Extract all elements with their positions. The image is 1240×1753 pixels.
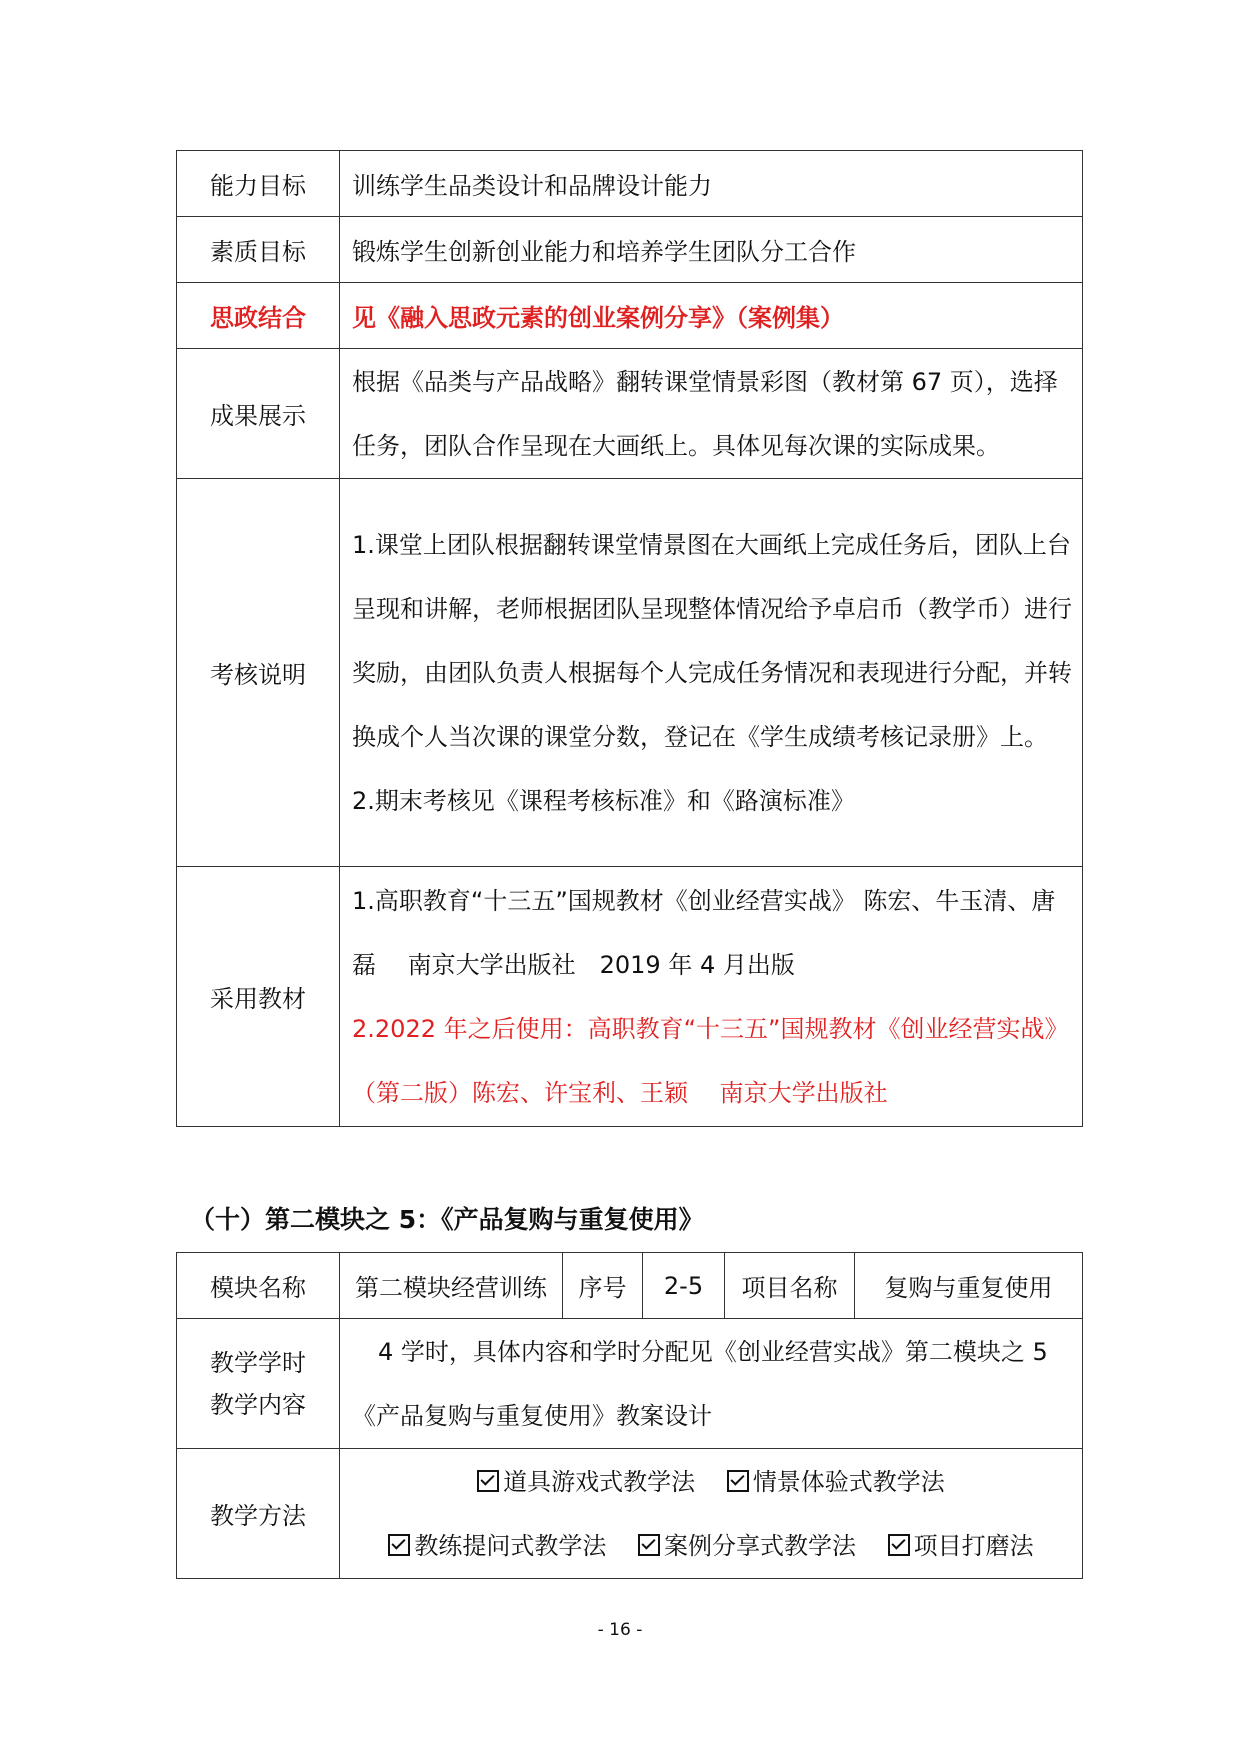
method-content bbox=[340, 1449, 1083, 1579]
project-value: 复购与重复使用 bbox=[855, 1253, 1083, 1319]
section-heading: （十）第二模块之 5：《产品复购与重复使用》 bbox=[190, 1205, 704, 1234]
row-label: 能力目标 bbox=[177, 151, 340, 217]
row-label: 思政结合 bbox=[177, 283, 340, 349]
method-item: 案例分享式教学法 bbox=[638, 1514, 856, 1578]
checkbox-icon bbox=[388, 1534, 410, 1556]
table-row bbox=[177, 479, 1083, 867]
page-number: - 16 - bbox=[597, 1620, 643, 1640]
row-label: 采用教材 bbox=[177, 867, 340, 1127]
project-label: 项目名称 bbox=[725, 1253, 855, 1319]
module-table bbox=[176, 1252, 1083, 1579]
textbook-line-1: 1.高职教育“十三五”国规教材《创业经营实战》 陈宏、牛玉清、唐磊 南京大学出版社 2019 年 4 月出版 bbox=[352, 886, 1056, 979]
checkbox-icon bbox=[638, 1534, 660, 1556]
seq-value: 2-5 bbox=[643, 1253, 725, 1319]
table-row bbox=[177, 1253, 1083, 1319]
method-item: 情景体验式教学法 bbox=[727, 1450, 945, 1514]
method-item: 教练提问式教学法 bbox=[388, 1514, 606, 1578]
textbook-line-2: 2.2022 年之后使用：高职教育“十三五”国规教材《创业经营实战》 （第二版）陈宏、许宝利、王颖 南京大学出版社 bbox=[352, 1014, 1081, 1107]
table-row bbox=[177, 1319, 1083, 1449]
row-label: 素质目标 bbox=[177, 217, 340, 283]
table-row bbox=[177, 867, 1083, 1127]
hours-label-2: 教学内容 bbox=[210, 1390, 306, 1419]
table-row bbox=[177, 283, 1083, 349]
course-info-table bbox=[176, 150, 1083, 1127]
row-label: 考核说明 bbox=[177, 479, 340, 867]
method-line-2 bbox=[340, 1514, 1082, 1578]
checkbox-icon bbox=[888, 1534, 910, 1556]
method-label: 教学方法 bbox=[177, 1449, 340, 1579]
method-line-1 bbox=[340, 1450, 1082, 1514]
hours-content: 4 学时，具体内容和学时分配见《创业经营实战》第二模块之 5《产品复购与重复使用》教案设计 bbox=[340, 1319, 1083, 1449]
table-row bbox=[177, 1449, 1083, 1579]
table-row bbox=[177, 151, 1083, 217]
row-content bbox=[340, 867, 1083, 1127]
assessment-line-1: 1.课堂上团队根据翻转课堂情景图在大画纸上完成任务后，团队上台呈现和讲解，老师根据团队呈现整体情况给予卓启币（教学币）进行奖励，由团队负责人根据每个人完成任务情况和表现进行分配，并转换成个人当次课的课堂分数，登记在《学生成绩考核记录册》上。 bbox=[352, 530, 1072, 751]
method-item: 道具游戏式教学法 bbox=[477, 1450, 695, 1514]
table-row bbox=[177, 217, 1083, 283]
hours-label bbox=[177, 1319, 340, 1449]
checkbox-icon bbox=[477, 1470, 499, 1492]
row-content: 锻炼学生创新创业能力和培养学生团队分工合作 bbox=[340, 217, 1083, 283]
table-row bbox=[177, 349, 1083, 479]
seq-label: 序号 bbox=[563, 1253, 643, 1319]
row-content: 见《融入思政元素的创业案例分享》（案例集） bbox=[340, 283, 1083, 349]
module-value: 第二模块经营训练 bbox=[340, 1253, 563, 1319]
row-content: 训练学生品类设计和品牌设计能力 bbox=[340, 151, 1083, 217]
row-content bbox=[340, 479, 1083, 867]
assessment-line-2: 2.期末考核见《课程考核标准》和《路演标准》 bbox=[352, 786, 855, 815]
row-content: 根据《品类与产品战略》翻转课堂情景彩图（教材第 67 页），选择任务，团队合作呈现在大画纸上。具体见每次课的实际成果。 bbox=[340, 349, 1083, 479]
checkbox-icon bbox=[727, 1470, 749, 1492]
hours-label-1: 教学学时 bbox=[210, 1348, 306, 1377]
row-label: 成果展示 bbox=[177, 349, 340, 479]
module-label: 模块名称 bbox=[177, 1253, 340, 1319]
method-item: 项目打磨法 bbox=[888, 1514, 1034, 1578]
